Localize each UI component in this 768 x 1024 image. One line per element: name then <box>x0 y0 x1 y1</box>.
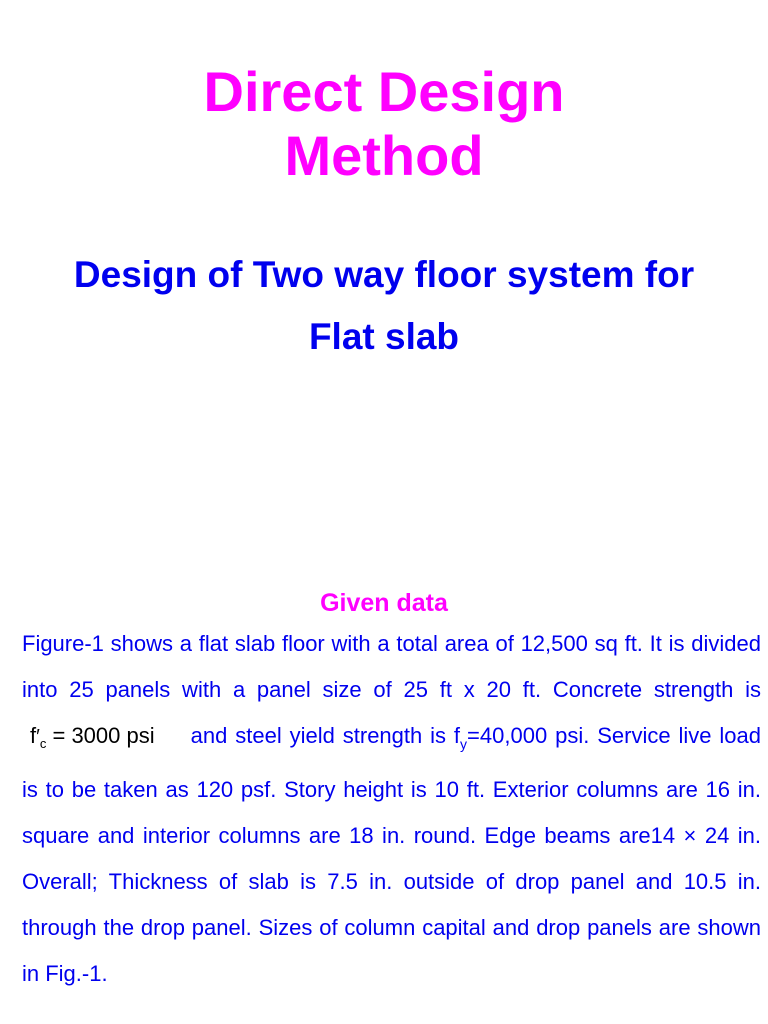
fc-prime: ′ <box>36 726 40 748</box>
fc-subscript: c <box>39 736 47 751</box>
page-subtitle <box>0 244 768 368</box>
fc-value: = 3000 psi <box>46 723 155 748</box>
subtitle-line-2: Flat slab <box>308 316 460 357</box>
paragraph-segment-2: and steel yield strength is f <box>190 723 461 748</box>
given-data-heading: Given data <box>320 589 448 617</box>
page-title <box>0 60 768 188</box>
paragraph-segment-1: Figure-1 shows a flat slab floor with a total area of 12,500 sq ft. It is divided into 25 panels with a panel size of 25 ft x 20 ft. Concrete strength is <box>22 631 761 702</box>
subtitle-line-1: Design of Two way floor system for <box>73 254 695 295</box>
concrete-strength-equation <box>30 713 155 767</box>
title-line-1: Direct Design <box>203 60 565 123</box>
paragraph-segment-3: =40,000 psi. Service live load is to be taken as 120 psf. Story height is 10 ft. Exterior columns are 16 in. square and interior columns are 18 in. round. Edge beams are14 × 24 in. Overall; Thickness of slab is 7.5 in. outside of drop panel and 10.5 in. through the drop panel. Sizes of column capital and drop panels are shown in Fig.-1. <box>22 723 761 986</box>
fy-subscript: y <box>460 736 468 752</box>
fc-symbol: f <box>30 723 37 748</box>
given-data-paragraph <box>22 621 761 997</box>
title-line-2: Method <box>284 124 484 187</box>
